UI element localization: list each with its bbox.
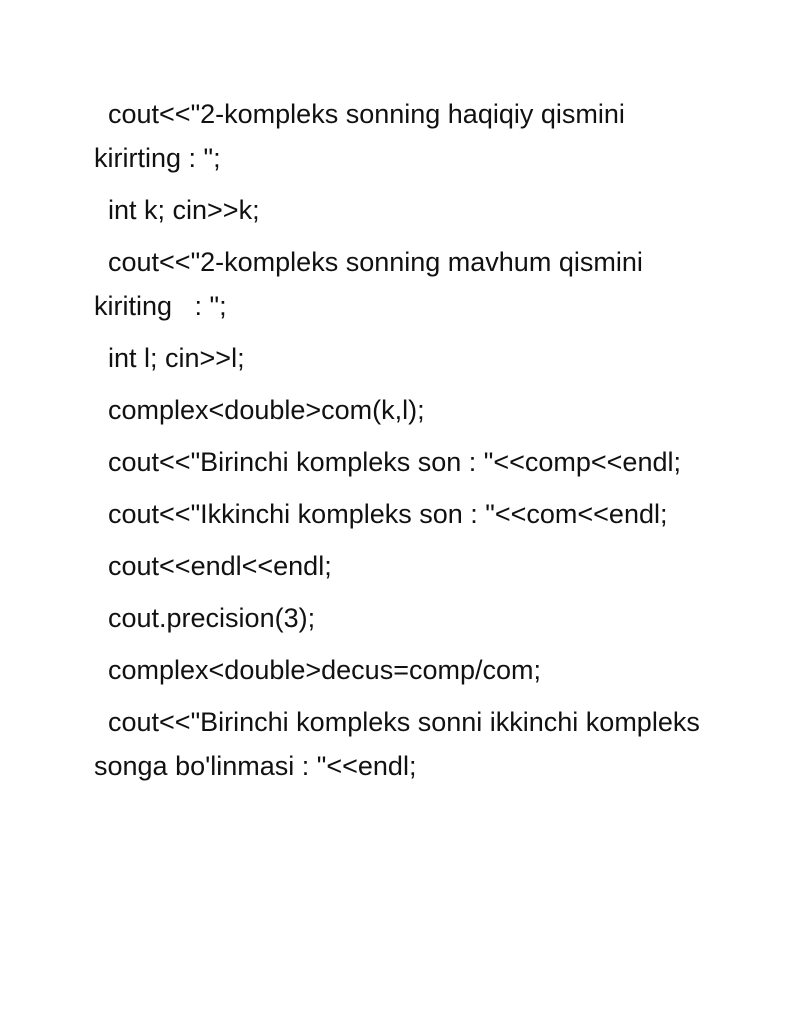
code-line-3: cout<<"2-kompleks sonning mavhum qismini kiriting : "; — [94, 247, 651, 321]
code-line-9: cout.precision(3); — [108, 603, 316, 633]
code-line-4: int l; cin>>l; — [108, 343, 245, 373]
code-line-1: cout<<"2-kompleks sonning haqiqiy qismini kirirting : "; — [94, 99, 633, 173]
code-line-8: cout<<endl<<endl; — [108, 551, 332, 581]
code-line-5: complex<double>com(k,l); — [108, 395, 425, 425]
code-line-10: complex<double>decus=comp/com; — [108, 655, 542, 685]
code-line-11: cout<<"Birinchi kompleks sonni ikkinchi kompleks songa bo'linmasi : "<<endl; — [94, 707, 708, 781]
document-page — [94, 92, 714, 796]
code-line-2: int k; cin>>k; — [108, 195, 260, 225]
code-line-7: cout<<"Ikkinchi kompleks son : "<<com<<endl; — [108, 499, 668, 529]
code-line-6: cout<<"Birinchi kompleks son : "<<comp<<endl; — [108, 447, 681, 477]
